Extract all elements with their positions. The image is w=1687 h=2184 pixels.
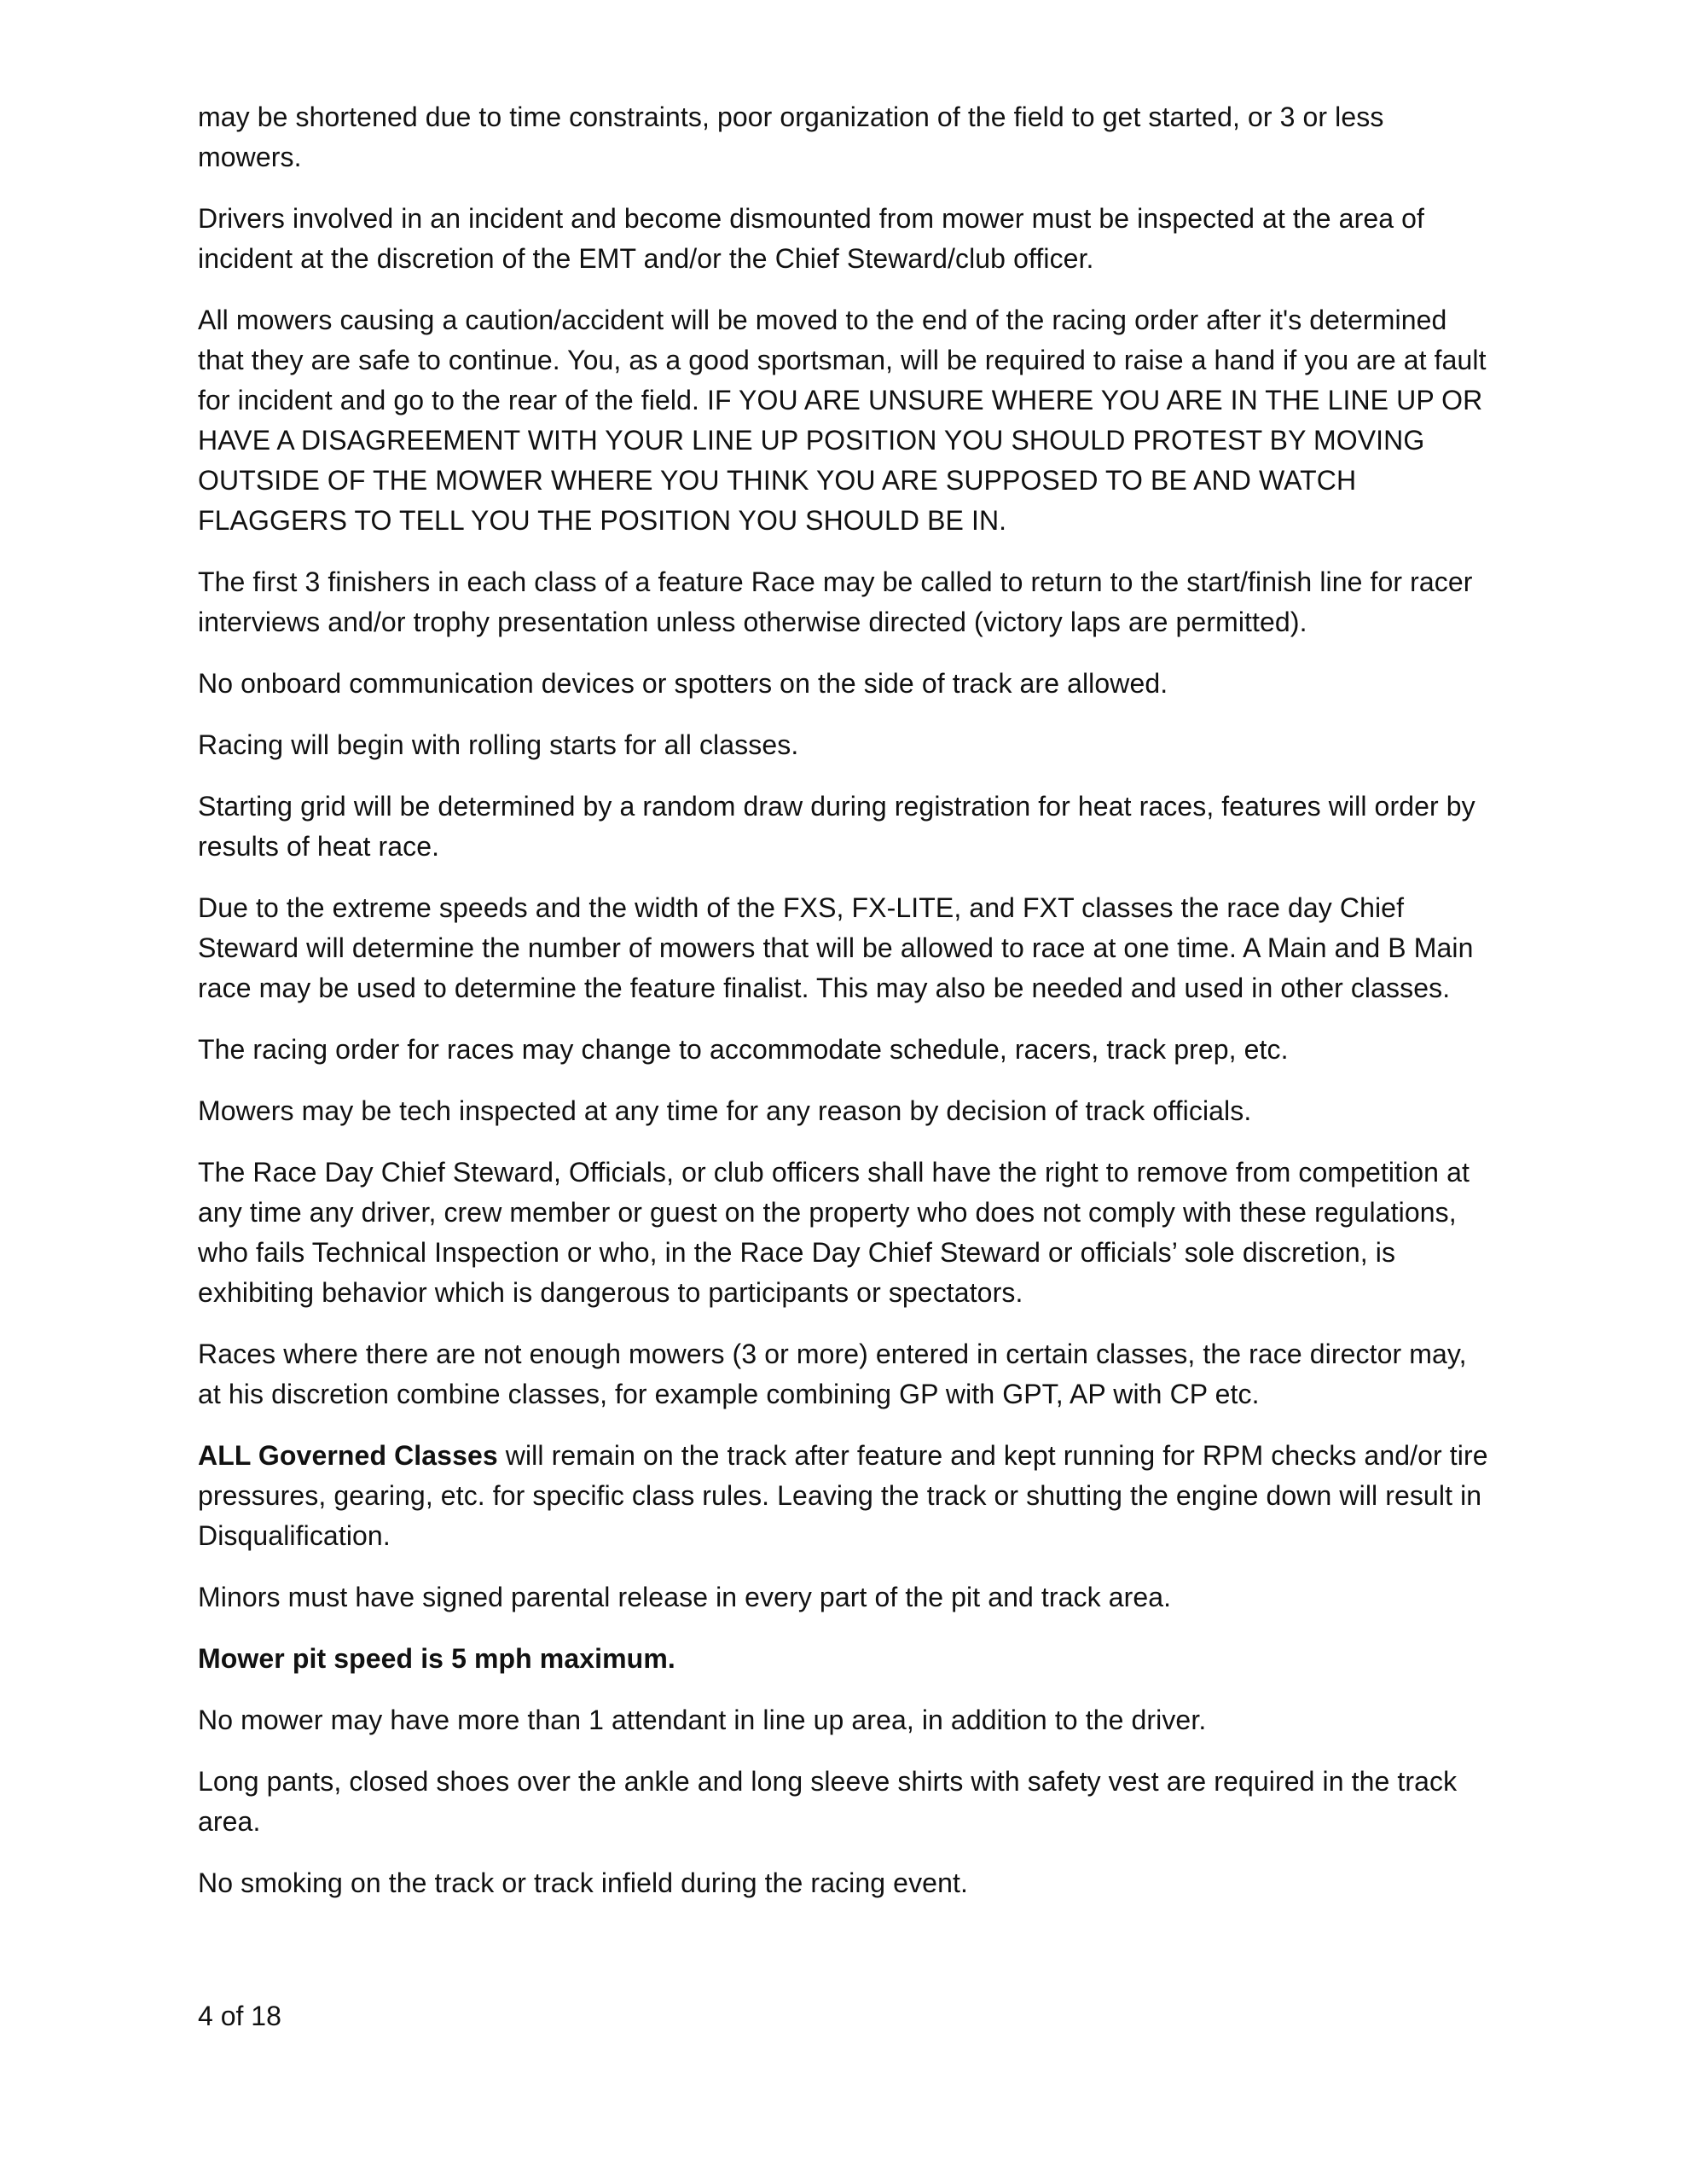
paragraph-attendant: No mower may have more than 1 attendant in line up area, in addition to the driver. <box>198 1705 1207 1735</box>
governed-classes-heading: ALL Governed Classes <box>198 1440 498 1471</box>
paragraph-tech-inspection: Mowers may be tech inspected at any time for any reason by decision of track officials. <box>198 1095 1252 1126</box>
paragraph-shortened-races: may be shortened due to time constraints, poor organization of the field to get started, or 3 or less mowers. <box>198 102 1384 172</box>
paragraph-first-finishers: The first 3 finishers in each class of a feature Race may be called to return to the start/finish line for racer interviews and/or trophy presentation unless otherwise directed (victory laps are permitted). <box>198 566 1473 637</box>
paragraph-communication-devices: No onboard communication devices or spotters on the side of track are allowed. <box>198 668 1168 699</box>
page-number: 4 of 18 <box>198 2001 281 2031</box>
paragraph-attire: Long pants, closed shoes over the ankle and long sleeve shirts with safety vest are required in the track area. <box>198 1766 1458 1837</box>
paragraph-caution-accident: All mowers causing a caution/accident will be moved to the end of the racing order after it's determined that they are safe to continue. You, as a good sportsman, will be required to raise a hand if you are at fault for incident and go to the rear of the field. IF YOU ARE UNSURE WHERE YOU ARE IN THE LINE UP OR HAVE A DISAGREEMENT WITH YOUR LINE UP POSITION YOU SHOULD PROTEST BY MOVING OUTSIDE OF THE MOWER WHERE YOU THINK YOU ARE SUPPOSED TO BE AND WATCH FLAGGERS TO TELL YOU THE POSITION YOU SHOULD BE IN. <box>198 305 1487 536</box>
governed-classes-text: will remain on the track after feature and kept running for RPM checks and/or tire pressures, gearing, etc. for specific class rules. Leaving the track or shutting the engine down will result in Disqualification. <box>198 1440 1488 1551</box>
document-body <box>198 97 1494 1925</box>
paragraph-dismounted-drivers: Drivers involved in an incident and become dismounted from mower must be inspected at the area of incident at the discretion of the EMT and/or the Chief Steward/club officer. <box>198 203 1424 274</box>
paragraph-racing-order: The racing order for races may change to accommodate schedule, racers, track prep, etc. <box>198 1034 1289 1065</box>
paragraph-starting-grid: Starting grid will be determined by a random draw during registration for heat races, features will order by results of heat race. <box>198 791 1475 862</box>
paragraph-pit-speed: Mower pit speed is 5 mph maximum. <box>198 1643 675 1674</box>
paragraph-minors: Minors must have signed parental release in every part of the pit and track area. <box>198 1582 1172 1612</box>
paragraph-rolling-starts: Racing will begin with rolling starts for all classes. <box>198 729 799 760</box>
paragraph-governed-classes <box>198 1436 1494 1556</box>
paragraph-smoking: No smoking on the track or track infield during the racing event. <box>198 1867 968 1898</box>
paragraph-chief-steward-rights: The Race Day Chief Steward, Officials, or club officers shall have the right to remove from competition at any time any driver, crew member or guest on the property who does not comply with these regulations, who fails Technical Inspection or who, in the Race Day Chief Steward or officials’ sole discretion, is exhibiting behavior which is dangerous to participants or spectators. <box>198 1157 1470 1308</box>
paragraph-fx-classes: Due to the extreme speeds and the width of the FXS, FX-LITE, and FXT classes the race day Chief Steward will determine the number of mowers that will be allowed to race at one time. A Main and B Main race may be used to determine the feature finalist. This may also be needed and used in other classes. <box>198 892 1474 1003</box>
paragraph-combine-classes: Races where there are not enough mowers (3 or more) entered in certain classes, the race director may, at his discretion combine classes, for example combining GP with GPT, AP with CP etc. <box>198 1339 1467 1409</box>
